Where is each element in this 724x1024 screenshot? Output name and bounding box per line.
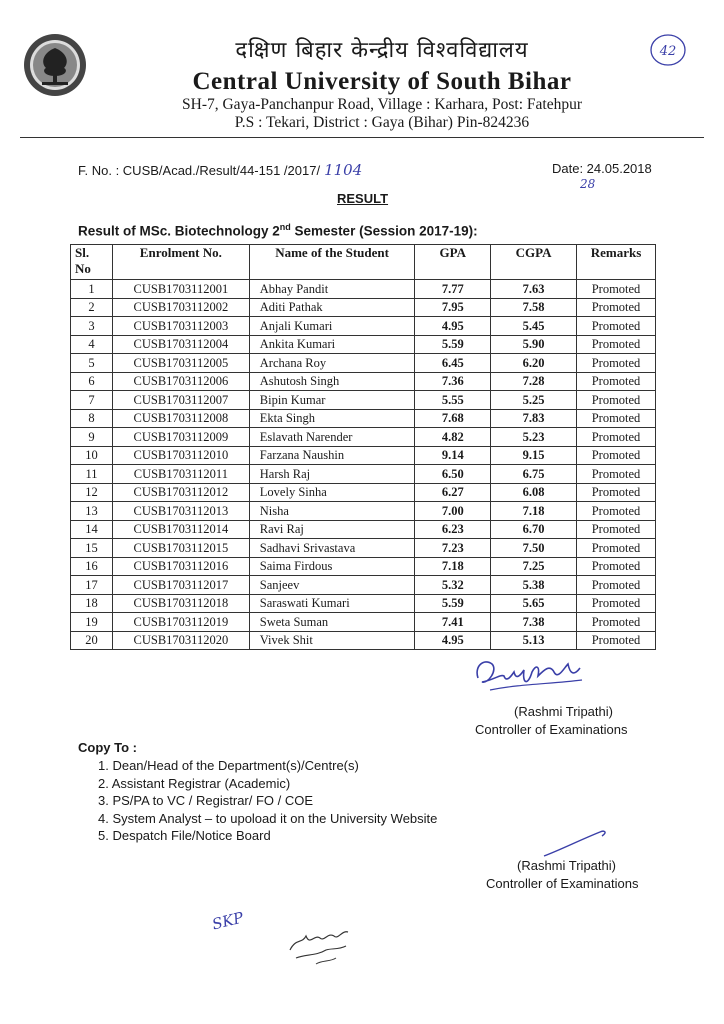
enrolment-no-cell: CUSB1703112008 [112,409,249,428]
address-line-1: SH-7, Gaya-Panchanpur Road, Village : Karhara, Post: Fatehpur [182,96,582,113]
table-row [71,409,656,428]
remarks-cell: Promoted [577,539,656,558]
cgpa-cell: 6.70 [491,520,577,539]
copy-to-heading: Copy To : [78,740,137,755]
remarks-cell: Promoted [577,520,656,539]
serial-no-cell: 10 [71,446,113,465]
signatory-title-2: Controller of Examinations [486,876,639,891]
serial-no-cell: 14 [71,520,113,539]
signature-controller [470,650,590,694]
signature-controller-2 [540,826,612,860]
cgpa-cell: 7.28 [491,372,577,391]
enrolment-no-cell: CUSB1703112009 [112,428,249,447]
enrolment-no-cell: CUSB1703112012 [112,483,249,502]
gpa-cell: 4.95 [415,631,491,650]
remarks-cell: Promoted [577,576,656,595]
university-name: Central University of South Bihar [192,68,572,95]
gpa-cell: 7.00 [415,502,491,521]
table-row [71,372,656,391]
enrolment-no-cell: CUSB1703112014 [112,520,249,539]
copy-to-item: 4. System Analyst – to upoload it on the University Website [98,810,438,826]
table-row [71,335,656,354]
table-row [71,446,656,465]
remarks-cell: Promoted [577,557,656,576]
table-row [71,576,656,595]
file-number [78,161,362,179]
cgpa-cell: 5.38 [491,576,577,595]
handwritten-circled-number [648,30,688,70]
signatory-name: (Rashmi Tripathi) [514,704,613,719]
serial-no-cell: 9 [71,428,113,447]
corner-mark-text: 42 [659,44,677,59]
serial-no-cell: 2 [71,298,113,317]
enrolment-no-cell: CUSB1703112002 [112,298,249,317]
signatory-title: Controller of Examinations [475,722,628,737]
student-name-cell: Ankita Kumari [249,335,415,354]
student-name-cell: Sweta Suman [249,613,415,632]
results-table [70,244,656,650]
remarks-cell: Promoted [577,391,656,410]
remarks-cell: Promoted [577,298,656,317]
student-name-cell: Abhay Pandit [249,280,415,299]
table-row [71,631,656,650]
cgpa-cell: 7.63 [491,280,577,299]
cgpa-cell: 6.75 [491,465,577,484]
table-row [71,465,656,484]
cgpa-cell: 5.45 [491,317,577,336]
gpa-cell: 4.95 [415,317,491,336]
remarks-cell: Promoted [577,317,656,336]
copy-to-item: 1. Dean/Head of the Department(s)/Centre(s) [98,758,359,773]
serial-no-cell: 4 [71,335,113,354]
student-name-cell: Vivek Shit [249,631,415,650]
caption-superscript: nd [279,222,291,232]
cgpa-cell: 7.50 [491,539,577,558]
enrolment-no-cell: CUSB1703112006 [112,372,249,391]
signatory-name-2: (Rashmi Tripathi) [517,858,616,873]
address-line-2: P.S : Tekari, District : Gaya (Bihar) Pin-824236 [234,114,530,131]
copy-to-list [98,757,437,845]
serial-no-cell: 11 [71,465,113,484]
remarks-cell: Promoted [577,465,656,484]
gpa-cell: 6.50 [415,465,491,484]
student-name-cell: Saima Firdous [249,557,415,576]
serial-no-cell: 6 [71,372,113,391]
serial-no-cell: 19 [71,613,113,632]
cgpa-cell: 5.25 [491,391,577,410]
remarks-cell: Promoted [577,613,656,632]
gpa-cell: 7.95 [415,298,491,317]
enrolment-no-cell: CUSB1703112010 [112,446,249,465]
student-name-cell: Sanjeev [249,576,415,595]
serial-no-cell: 20 [71,631,113,650]
file-number-text: F. No. : CUSB/Acad./Result/44-151 /2017/ [78,163,321,178]
student-name-cell: Ekta Singh [249,409,415,428]
table-row [71,557,656,576]
initials-skp: SKP [210,908,246,934]
cgpa-cell: 5.23 [491,428,577,447]
date-handwritten-correction: 28 [580,177,596,191]
cgpa-cell: 5.90 [491,335,577,354]
handwritten-initials-dated [286,920,356,968]
gpa-cell: 4.82 [415,428,491,447]
table-row [71,520,656,539]
cgpa-cell: 9.15 [491,446,577,465]
gpa-cell: 5.59 [415,594,491,613]
remarks-cell: Promoted [577,483,656,502]
remarks-cell: Promoted [577,594,656,613]
table-row [71,317,656,336]
remarks-cell: Promoted [577,631,656,650]
gpa-cell: 7.18 [415,557,491,576]
enrolment-no-cell: CUSB1703112001 [112,280,249,299]
enrolment-no-cell: CUSB1703112003 [112,317,249,336]
copy-to-item: 2. Assistant Registrar (Academic) [98,775,291,791]
result-heading: RESULT [337,191,389,206]
serial-no-cell: 15 [71,539,113,558]
table-row [71,502,656,521]
gpa-cell: 7.36 [415,372,491,391]
student-name-cell: Lovely Sinha [249,483,415,502]
serial-no-cell: 8 [71,409,113,428]
enrolment-no-cell: CUSB1703112011 [112,465,249,484]
table-row [71,280,656,299]
serial-no-cell: 18 [71,594,113,613]
table-row [71,483,656,502]
gpa-cell: 6.23 [415,520,491,539]
serial-no-cell: 12 [71,483,113,502]
enrolment-no-cell: CUSB1703112013 [112,502,249,521]
column-header: Enrolment No. [112,245,249,280]
enrolment-no-cell: CUSB1703112007 [112,391,249,410]
student-name-cell: Aditi Pathak [249,298,415,317]
serial-no-cell: 16 [71,557,113,576]
student-name-cell: Harsh Raj [249,465,415,484]
issue-date: Date: 24.05.2018 [552,161,652,176]
gpa-cell: 6.27 [415,483,491,502]
gpa-cell: 5.55 [415,391,491,410]
cgpa-cell: 5.13 [491,631,577,650]
serial-no-cell: 3 [71,317,113,336]
remarks-cell: Promoted [577,354,656,373]
student-name-cell: Saraswati Kumari [249,594,415,613]
column-header: Sl. No [71,245,113,280]
serial-no-cell: 1 [71,280,113,299]
gpa-cell: 7.41 [415,613,491,632]
cgpa-cell: 6.20 [491,354,577,373]
student-name-cell: Nisha [249,502,415,521]
gpa-cell: 7.77 [415,280,491,299]
gpa-cell: 7.23 [415,539,491,558]
serial-no-cell: 5 [71,354,113,373]
enrolment-no-cell: CUSB1703112018 [112,594,249,613]
student-name-cell: Archana Roy [249,354,415,373]
enrolment-no-cell: CUSB1703112005 [112,354,249,373]
column-header: Remarks [577,245,656,280]
enrolment-no-cell: CUSB1703112016 [112,557,249,576]
table-row [71,391,656,410]
table-caption [78,222,478,239]
table-row [71,539,656,558]
file-number-handwritten: 1104 [324,161,363,179]
copy-to-item: 3. PS/PA to VC / Registrar/ FO / COE [98,793,314,809]
column-header: CGPA [491,245,577,280]
table-row [71,354,656,373]
header-divider [20,137,704,138]
gpa-cell: 6.45 [415,354,491,373]
remarks-cell: Promoted [577,428,656,447]
table-row [71,298,656,317]
university-name-hindi: दक्षिण बिहार केन्द्रीय विश्वविद्यालय [235,38,529,63]
gpa-cell: 5.59 [415,335,491,354]
student-name-cell: Sadhavi Srivastava [249,539,415,558]
cgpa-cell: 7.58 [491,298,577,317]
gpa-cell: 9.14 [415,446,491,465]
table-header-row [71,245,656,280]
cgpa-cell: 7.18 [491,502,577,521]
remarks-cell: Promoted [577,409,656,428]
caption-prefix: Result of MSc. Biotechnology 2 [78,223,280,239]
table-row [71,428,656,447]
column-header: Name of the Student [249,245,415,280]
enrolment-no-cell: CUSB1703112004 [112,335,249,354]
student-name-cell: Bipin Kumar [249,391,415,410]
caption-suffix: Semester (Session 2017-19): [290,223,478,239]
student-name-cell: Anjali Kumari [249,317,415,336]
enrolment-no-cell: CUSB1703112020 [112,631,249,650]
enrolment-no-cell: CUSB1703112015 [112,539,249,558]
enrolment-no-cell: CUSB1703112019 [112,613,249,632]
column-header: GPA [415,245,491,280]
cgpa-cell: 7.25 [491,557,577,576]
remarks-cell: Promoted [577,446,656,465]
copy-to-item: 5. Despatch File/Notice Board [98,828,271,844]
cgpa-cell: 7.83 [491,409,577,428]
remarks-cell: Promoted [577,335,656,354]
student-name-cell: Farzana Naushin [249,446,415,465]
student-name-cell: Ashutosh Singh [249,372,415,391]
serial-no-cell: 7 [71,391,113,410]
serial-no-cell: 17 [71,576,113,595]
remarks-cell: Promoted [577,372,656,391]
enrolment-no-cell: CUSB1703112017 [112,576,249,595]
cgpa-cell: 7.38 [491,613,577,632]
serial-no-cell: 13 [71,502,113,521]
table-row [71,613,656,632]
cgpa-cell: 5.65 [491,594,577,613]
student-name-cell: Ravi Raj [249,520,415,539]
table-row [71,594,656,613]
gpa-cell: 7.68 [415,409,491,428]
cgpa-cell: 6.08 [491,483,577,502]
remarks-cell: Promoted [577,502,656,521]
remarks-cell: Promoted [577,280,656,299]
gpa-cell: 5.32 [415,576,491,595]
student-name-cell: Eslavath Narender [249,428,415,447]
